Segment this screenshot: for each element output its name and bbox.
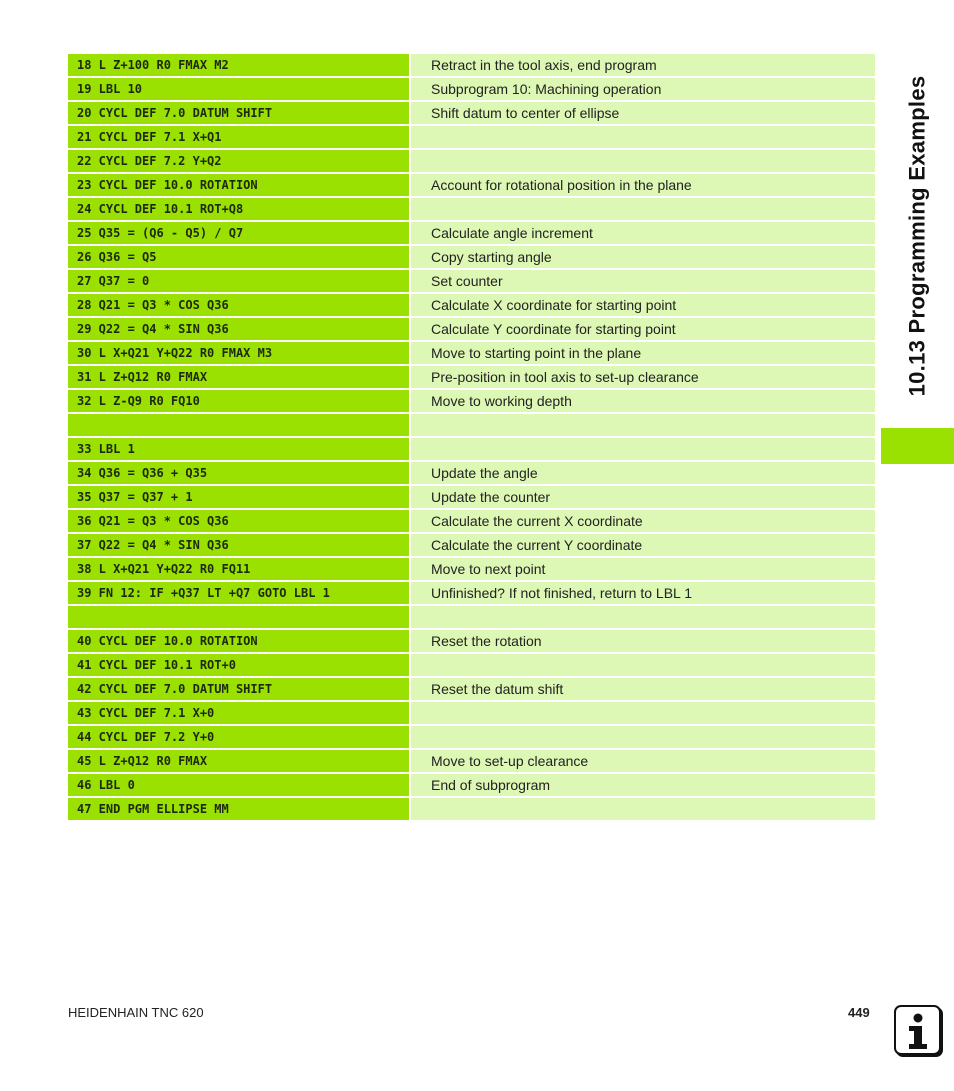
table-row <box>68 198 875 220</box>
nc-code-cell: 20 CYCL DEF 7.0 DATUM SHIFT <box>68 102 409 124</box>
nc-code-cell: 22 CYCL DEF 7.2 Y+Q2 <box>68 150 409 172</box>
nc-code-cell: 47 END PGM ELLIPSE MM <box>68 798 409 820</box>
description-cell: Move to working depth <box>411 390 875 412</box>
nc-code-cell: 30 L X+Q21 Y+Q22 R0 FMAX M3 <box>68 342 409 364</box>
description-cell <box>411 654 875 676</box>
description-cell <box>411 798 875 820</box>
section-title-text: 10.13 Programming Examples <box>904 75 930 397</box>
nc-code-cell: 26 Q36 = Q5 <box>68 246 409 268</box>
description-cell: Calculate angle increment <box>411 222 875 244</box>
nc-code-cell: 41 CYCL DEF 10.1 ROT+0 <box>68 654 409 676</box>
description-cell: Reset the datum shift <box>411 678 875 700</box>
nc-code-cell: 29 Q22 = Q4 * SIN Q36 <box>68 318 409 340</box>
table-row <box>68 558 875 580</box>
nc-code-cell: 31 L Z+Q12 R0 FMAX <box>68 366 409 388</box>
table-row <box>68 270 875 292</box>
description-cell: Account for rotational position in the plane <box>411 174 875 196</box>
table-row <box>68 582 875 604</box>
description-cell: Unfinished? If not finished, return to LBL 1 <box>411 582 875 604</box>
description-cell: Set counter <box>411 270 875 292</box>
table-row <box>68 102 875 124</box>
nc-code-cell: 21 CYCL DEF 7.1 X+Q1 <box>68 126 409 148</box>
table-row <box>68 750 875 772</box>
nc-code-cell: 34 Q36 = Q36 + Q35 <box>68 462 409 484</box>
description-cell: Copy starting angle <box>411 246 875 268</box>
description-cell: Pre-position in tool axis to set-up clearance <box>411 366 875 388</box>
info-icon <box>894 1005 941 1055</box>
program-table <box>68 54 875 822</box>
description-cell: Calculate the current X coordinate <box>411 510 875 532</box>
table-row <box>68 630 875 652</box>
table-row <box>68 798 875 820</box>
table-row <box>68 174 875 196</box>
nc-code-cell: 18 L Z+100 R0 FMAX M2 <box>68 54 409 76</box>
table-row <box>68 606 875 628</box>
description-cell: Calculate the current Y coordinate <box>411 534 875 556</box>
nc-code-cell: 44 CYCL DEF 7.2 Y+0 <box>68 726 409 748</box>
table-row <box>68 534 875 556</box>
info-icon-glyph <box>896 1007 939 1053</box>
nc-code-cell: 36 Q21 = Q3 * COS Q36 <box>68 510 409 532</box>
table-row <box>68 294 875 316</box>
nc-code-cell: 35 Q37 = Q37 + 1 <box>68 486 409 508</box>
table-row <box>68 438 875 460</box>
table-row <box>68 150 875 172</box>
table-row <box>68 414 875 436</box>
description-cell <box>411 702 875 724</box>
description-cell <box>411 438 875 460</box>
nc-code-cell: 38 L X+Q21 Y+Q22 R0 FQ11 <box>68 558 409 580</box>
nc-code-cell: 39 FN 12: IF +Q37 LT +Q7 GOTO LBL 1 <box>68 582 409 604</box>
footer-product: HEIDENHAIN TNC 620 <box>68 1005 204 1020</box>
description-cell: Retract in the tool axis, end program <box>411 54 875 76</box>
table-row <box>68 486 875 508</box>
description-cell <box>411 414 875 436</box>
table-row <box>68 654 875 676</box>
description-cell: Calculate X coordinate for starting point <box>411 294 875 316</box>
table-row <box>68 702 875 724</box>
table-row <box>68 462 875 484</box>
description-cell <box>411 150 875 172</box>
nc-code-cell: 28 Q21 = Q3 * COS Q36 <box>68 294 409 316</box>
description-cell: Update the counter <box>411 486 875 508</box>
table-row <box>68 318 875 340</box>
description-cell: Move to next point <box>411 558 875 580</box>
section-title <box>897 56 937 416</box>
nc-code-cell <box>68 414 409 436</box>
nc-code-cell: 33 LBL 1 <box>68 438 409 460</box>
table-row <box>68 342 875 364</box>
table-row <box>68 390 875 412</box>
nc-code-cell: 19 LBL 10 <box>68 78 409 100</box>
table-row <box>68 678 875 700</box>
section-tab-marker <box>881 428 954 464</box>
description-cell <box>411 126 875 148</box>
description-cell: Shift datum to center of ellipse <box>411 102 875 124</box>
description-cell <box>411 198 875 220</box>
nc-code-cell: 40 CYCL DEF 10.0 ROTATION <box>68 630 409 652</box>
table-row <box>68 366 875 388</box>
page-number: 449 <box>848 1005 870 1020</box>
table-row <box>68 246 875 268</box>
description-cell <box>411 726 875 748</box>
nc-code-cell: 25 Q35 = (Q6 - Q5) / Q7 <box>68 222 409 244</box>
table-row <box>68 726 875 748</box>
description-cell: Move to set-up clearance <box>411 750 875 772</box>
nc-code-cell: 42 CYCL DEF 7.0 DATUM SHIFT <box>68 678 409 700</box>
description-cell: Update the angle <box>411 462 875 484</box>
table-row <box>68 774 875 796</box>
nc-code-cell: 43 CYCL DEF 7.1 X+0 <box>68 702 409 724</box>
nc-code-cell: 46 LBL 0 <box>68 774 409 796</box>
table-row <box>68 78 875 100</box>
table-row <box>68 54 875 76</box>
description-cell: Calculate Y coordinate for starting point <box>411 318 875 340</box>
nc-code-cell <box>68 606 409 628</box>
nc-code-cell: 23 CYCL DEF 10.0 ROTATION <box>68 174 409 196</box>
description-cell: End of subprogram <box>411 774 875 796</box>
table-row <box>68 126 875 148</box>
description-cell <box>411 606 875 628</box>
description-cell: Subprogram 10: Machining operation <box>411 78 875 100</box>
description-cell: Reset the rotation <box>411 630 875 652</box>
description-cell: Move to starting point in the plane <box>411 342 875 364</box>
table-row <box>68 222 875 244</box>
table-row <box>68 510 875 532</box>
nc-code-cell: 37 Q22 = Q4 * SIN Q36 <box>68 534 409 556</box>
nc-code-cell: 27 Q37 = 0 <box>68 270 409 292</box>
nc-code-cell: 45 L Z+Q12 R0 FMAX <box>68 750 409 772</box>
nc-code-cell: 32 L Z-Q9 R0 FQ10 <box>68 390 409 412</box>
nc-code-cell: 24 CYCL DEF 10.1 ROT+Q8 <box>68 198 409 220</box>
